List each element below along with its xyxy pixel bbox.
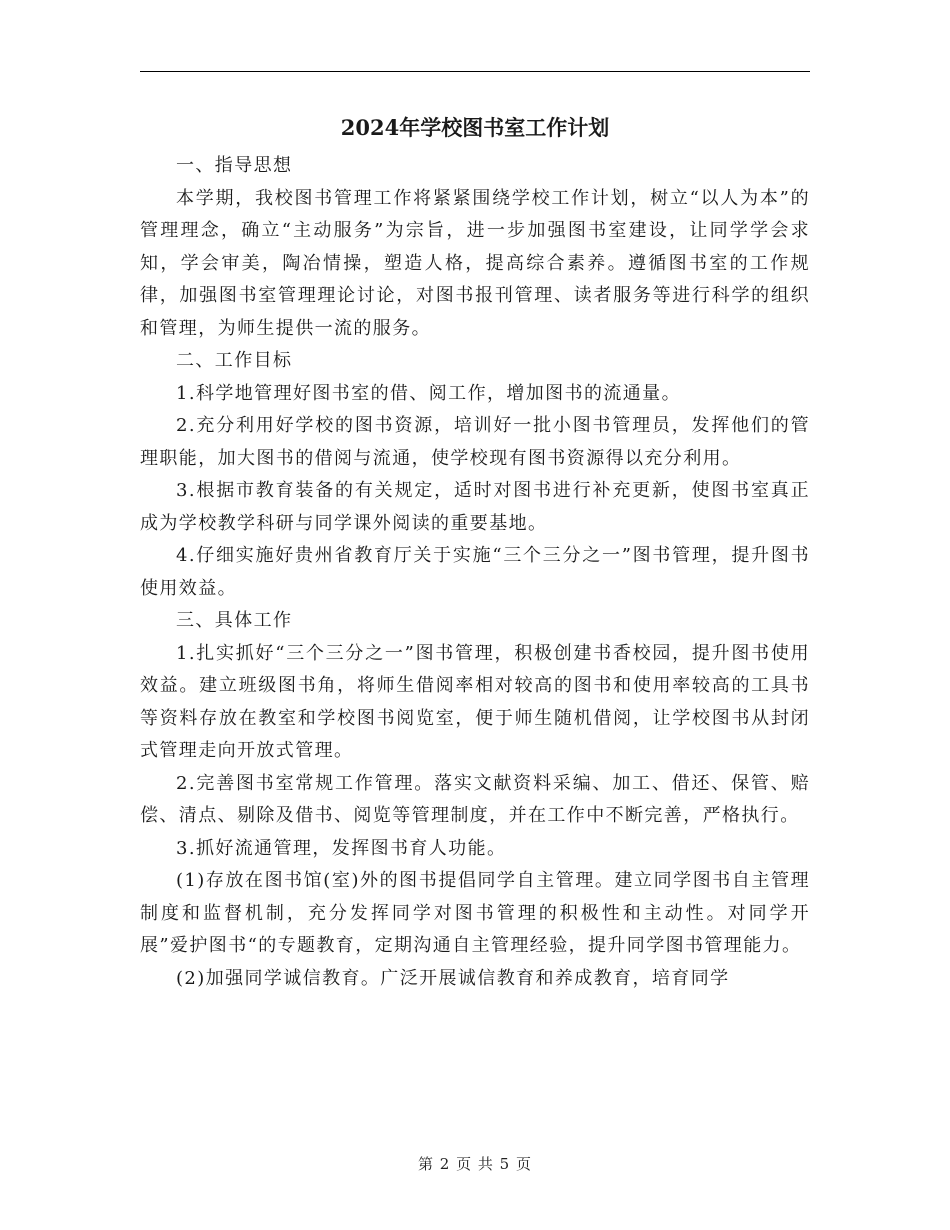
- sub-list-item: (2)加强同学诚信教育。广泛开展诚信教育和养成教育，培育同学: [176, 967, 730, 989]
- list-item: 2.完善图书室常规工作管理。落实文献资料采编、加工、借还、保管、赔偿、清点、剔除及借书、阅览等管理制度，并在工作中不断完善，严格执行。: [140, 772, 810, 826]
- paragraph: 本学期，我校图书管理工作将紧紧围绕学校工作计划，树立“以人为本”的管理理念，确立“主动服务”为宗旨，进一步加强图书室建设，让同学学会求知，学会审美，陶冶情操，塑造人格，提高综合素养。遵循图书室的工作规律，加强图书室管理理论讨论，对图书报刊管理、读者服务等进行科学的组织和管理，为师生提供一流的服务。: [140, 187, 810, 339]
- section-heading-guiding-ideology: 一、指导思想: [176, 155, 293, 176]
- list-item: 1.科学地管理好图书室的借、阅工作，增加图书的流通量。: [176, 382, 681, 404]
- list-item: 2.充分利用好学校的图书资源，培训好一批小图书管理员，发挥他们的管理职能，加大图书的借阅与流通，使学校现有图书资源得以充分利用。: [140, 415, 810, 469]
- section-heading-work-goals: 二、工作目标: [176, 350, 293, 371]
- page-footer: [0, 1153, 950, 1175]
- document-title: 2024年学校图书室工作计划: [340, 115, 610, 140]
- section-heading-specific-work: 三、具体工作: [176, 610, 293, 631]
- list-item: 1.扎实抓好“三个三分之一”图书管理，积极创建书香校园，提升图书使用效益。建立班级图书角，将师生借阅率相对较高的图书和使用率较高的工具书等资料存放在教室和学校图书阅览室，便于师生随机借阅，让学校图书从封闭式管理走向开放式管理。: [140, 642, 810, 761]
- header-rule: [140, 71, 810, 72]
- document-body: [140, 150, 810, 995]
- list-item: 4.仔细实施好贵州省教育厅关于实施“三个三分之一”图书管理，提升图书使用效益。: [140, 545, 810, 599]
- page-number: 第 2 页 共 5 页: [418, 1155, 532, 1173]
- list-item: 3.抓好流通管理，发挥图书育人功能。: [176, 837, 507, 859]
- list-item: 3.根据市教育装备的有关规定，适时对图书进行补充更新，使图书室真正成为学校教学科研与同学课外阅读的重要基地。: [140, 480, 810, 534]
- sub-list-item: (1)存放在图书馆(室)外的图书提倡同学自主管理。建立同学图书自主管理制度和监督机制，充分发挥同学对图书管理的积极性和主动性。对同学开展”爱护图书“的专题教育，定期沟通自主管理经验，提升同学图书管理能力。: [140, 870, 810, 956]
